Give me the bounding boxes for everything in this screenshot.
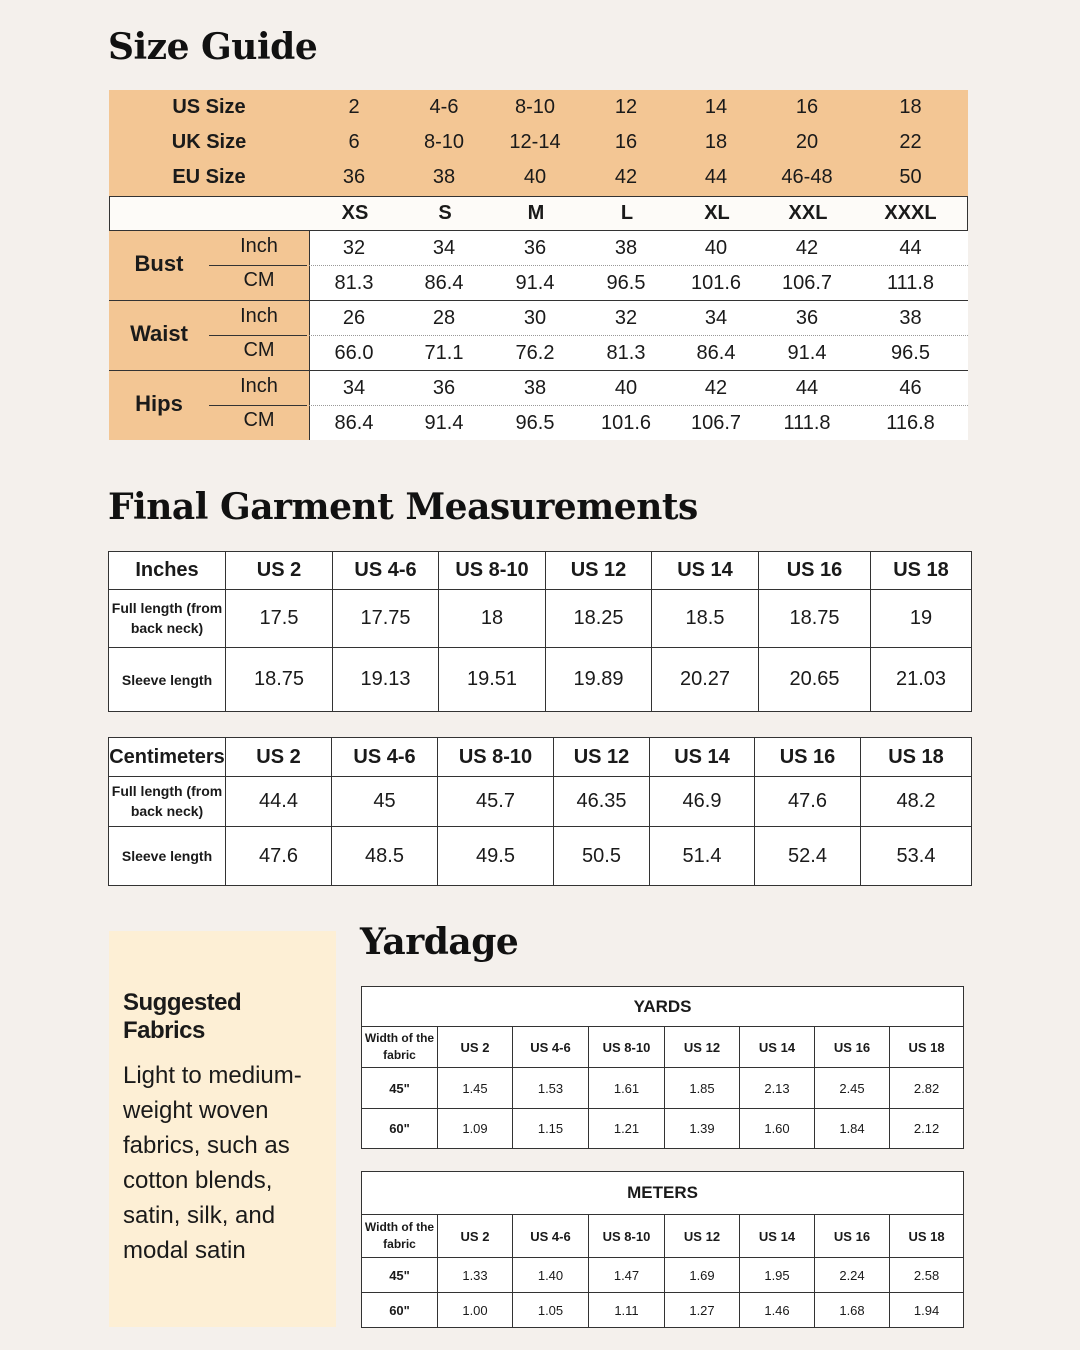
value-cell: 1.69 [665, 1258, 740, 1293]
value-cell: 91.4 [424, 412, 464, 434]
us-size-row [109, 90, 968, 125]
value-cell: 1.84 [815, 1109, 890, 1149]
hips-label: Hips [135, 391, 183, 416]
unit-inch-label: Inch [240, 375, 278, 397]
yardage-title: Yardage [360, 921, 519, 963]
value-cell: 47.6 [226, 827, 332, 886]
value-cell: 19.89 [546, 648, 652, 712]
letter-size-cell: XXL [788, 201, 828, 224]
size-header: US 16 [755, 738, 861, 777]
value-cell: 18 [439, 590, 546, 648]
value-cell: 17.75 [333, 590, 439, 648]
value-cell: 1.00 [438, 1293, 513, 1328]
size-cell: 20 [795, 131, 819, 153]
value-cell: 40 [614, 377, 638, 399]
value-cell: 26 [342, 307, 366, 329]
value-cell: 46.35 [554, 777, 650, 827]
value-cell: 116.8 [886, 412, 935, 434]
letter-size-row [109, 196, 968, 231]
size-cell: 8-10 [423, 131, 465, 153]
size-header: US 2 [438, 1027, 513, 1068]
value-cell: 1.09 [438, 1109, 513, 1149]
suggested-fabrics-panel [109, 931, 336, 1327]
value-cell: 101.6 [600, 412, 652, 434]
size-header: US 12 [665, 1215, 740, 1258]
size-cell: 12-14 [509, 131, 561, 153]
size-cell: 44 [704, 166, 728, 188]
size-cell: 18 [899, 96, 922, 118]
row-label: 45" [362, 1068, 438, 1109]
size-header: US 4-6 [513, 1027, 589, 1068]
value-cell: 45 [332, 777, 438, 827]
size-header: US 16 [815, 1215, 890, 1258]
unit-inch-label: Inch [240, 305, 278, 327]
size-header: US 4-6 [332, 738, 438, 777]
value-cell: 36 [432, 377, 456, 399]
value-cell: 1.40 [513, 1258, 589, 1293]
unit-cm-label: CM [243, 339, 275, 361]
value-cell: 28 [432, 307, 456, 329]
value-cell: 106.7 [781, 272, 833, 294]
row-label: US Size [172, 96, 246, 118]
value-cell: 2.13 [740, 1068, 815, 1109]
size-header: US 2 [226, 552, 333, 590]
value-cell: 30 [523, 307, 547, 329]
size-cell: 4-6 [429, 96, 459, 118]
value-cell: 71.1 [424, 342, 464, 364]
value-cell: 1.68 [815, 1293, 890, 1328]
value-cell: 18.25 [546, 590, 652, 648]
eu-size-row [109, 160, 968, 195]
value-cell: 38 [523, 377, 547, 399]
letter-size-cell: M [527, 201, 545, 224]
size-guide-table [109, 90, 968, 440]
value-cell: 19.13 [333, 648, 439, 712]
waist-cm-row [109, 336, 968, 371]
measurement-block-hips [109, 371, 968, 440]
size-header: US 14 [740, 1215, 815, 1258]
value-cell: 86.4 [424, 272, 464, 294]
size-header: US 8-10 [589, 1027, 665, 1068]
row-label: EU Size [172, 166, 246, 188]
garment-inches-table [108, 551, 972, 712]
unit-inch-label: Inch [240, 235, 278, 257]
value-cell: 44 [795, 377, 819, 399]
value-cell: 91.4 [515, 272, 555, 294]
letter-size-cell: XXXL [884, 201, 937, 224]
size-cell: 42 [614, 166, 638, 188]
size-conversion-header [109, 90, 968, 196]
size-header: US 18 [861, 738, 972, 777]
value-cell: 19.51 [439, 648, 546, 712]
value-cell: 2.24 [815, 1258, 890, 1293]
value-cell: 38 [614, 237, 638, 259]
value-cell: 18.75 [226, 648, 333, 712]
value-cell: 66.0 [334, 342, 374, 364]
suggested-fabrics-body: Light to medium-weight woven fabrics, such as cotton blends, satin, silk, and modal satin [123, 1062, 302, 1264]
value-cell: 48.5 [332, 827, 438, 886]
size-cell: 50 [899, 166, 922, 188]
hips-inch-row [109, 371, 968, 406]
value-cell: 46.9 [650, 777, 755, 827]
value-cell: 46 [899, 377, 922, 399]
measurement-block-bust [109, 231, 968, 301]
value-cell: 20.27 [652, 648, 759, 712]
hips-cm-row [109, 406, 968, 441]
value-cell: 91.4 [787, 342, 827, 364]
unit-header: Centimeters [109, 738, 226, 777]
unit-cm-label: CM [243, 269, 275, 291]
suggested-fabrics-title: Suggested Fabrics [123, 989, 242, 1044]
value-cell: 47.6 [755, 777, 861, 827]
size-cell: 16 [795, 96, 819, 118]
row-label: Full length (from back neck) [109, 777, 226, 827]
unit-header: METERS [362, 1172, 964, 1215]
value-cell: 42 [795, 237, 819, 259]
value-cell: 101.6 [690, 272, 742, 294]
unit-header: Inches [109, 552, 226, 590]
row-label: 60" [362, 1293, 438, 1328]
value-cell: 1.05 [513, 1293, 589, 1328]
row-label: Full length (from back neck) [109, 590, 226, 648]
value-cell: 32 [342, 237, 366, 259]
value-cell: 1.15 [513, 1109, 589, 1149]
size-header: US 16 [759, 552, 871, 590]
value-cell: 1.95 [740, 1258, 815, 1293]
value-cell: 2.82 [890, 1068, 964, 1109]
waist-label: Waist [130, 321, 188, 346]
size-header: US 2 [438, 1215, 513, 1258]
size-cell: 22 [899, 131, 922, 153]
value-cell: 53.4 [861, 827, 972, 886]
size-cell: 40 [523, 166, 547, 188]
value-cell: 21.03 [871, 648, 972, 712]
size-cell: 6 [348, 131, 360, 153]
value-cell: 1.60 [740, 1109, 815, 1149]
unit-cm-label: CM [243, 409, 275, 431]
value-cell: 1.61 [589, 1068, 665, 1109]
letter-size-cell: L [620, 201, 634, 224]
value-cell: 42 [704, 377, 728, 399]
row-label: UK Size [171, 131, 247, 153]
size-cell: 36 [342, 166, 366, 188]
value-cell: 1.94 [890, 1293, 964, 1328]
letter-size-cell: XS [341, 201, 369, 224]
size-cell: 14 [704, 96, 728, 118]
value-cell: 2.45 [815, 1068, 890, 1109]
size-header: US 12 [665, 1027, 740, 1068]
size-header: US 14 [652, 552, 759, 590]
value-cell: 44.4 [226, 777, 332, 827]
size-cell: 38 [432, 166, 456, 188]
size-header: US 8-10 [438, 738, 554, 777]
value-cell: 1.21 [589, 1109, 665, 1149]
value-cell: 18.75 [759, 590, 871, 648]
value-cell: 36 [795, 307, 819, 329]
size-cell: 12 [614, 96, 638, 118]
measurement-block-waist [109, 301, 968, 371]
width-label: Width of the fabric [362, 1215, 438, 1258]
value-cell: 96.5 [606, 272, 646, 294]
value-cell: 17.5 [226, 590, 333, 648]
value-cell: 76.2 [515, 342, 555, 364]
garment-centimeters-table [108, 737, 972, 886]
value-cell: 45.7 [438, 777, 554, 827]
value-cell: 40 [704, 237, 728, 259]
value-cell: 111.8 [783, 412, 831, 434]
size-header: US 18 [890, 1215, 964, 1258]
size-cell: 18 [704, 131, 728, 153]
width-label: Width of the fabric [362, 1027, 438, 1068]
value-cell: 32 [614, 307, 638, 329]
value-cell: 50.5 [554, 827, 650, 886]
value-cell: 81.3 [334, 272, 374, 294]
value-cell: 34 [432, 237, 456, 259]
uk-size-row [109, 125, 968, 160]
letter-size-cell: XL [704, 201, 730, 224]
size-header: US 14 [650, 738, 755, 777]
value-cell: 81.3 [606, 342, 646, 364]
row-label: Sleeve length [109, 827, 226, 886]
size-guide-title: Size Guide [108, 26, 318, 68]
value-cell: 18.5 [652, 590, 759, 648]
value-cell: 44 [899, 237, 922, 259]
value-cell: 96.5 [891, 342, 930, 364]
value-cell: 1.85 [665, 1068, 740, 1109]
value-cell: 86.4 [334, 412, 374, 434]
value-cell: 36 [523, 237, 547, 259]
letter-size-cell: S [438, 201, 452, 224]
bust-label: Bust [134, 251, 184, 276]
size-cell: 8-10 [514, 96, 556, 118]
value-cell: 20.65 [759, 648, 871, 712]
waist-inch-row [109, 301, 968, 336]
size-header: US 18 [871, 552, 972, 590]
value-cell: 2.12 [890, 1109, 964, 1149]
value-cell: 1.46 [740, 1293, 815, 1328]
value-cell: 34 [342, 377, 366, 399]
value-cell: 49.5 [438, 827, 554, 886]
size-cell: 2 [348, 96, 360, 118]
size-header: US 12 [554, 738, 650, 777]
row-label: 45" [362, 1258, 438, 1293]
value-cell: 48.2 [861, 777, 972, 827]
value-cell: 1.11 [589, 1293, 665, 1328]
bust-cm-row [109, 266, 968, 301]
yardage-meters-table [361, 1171, 964, 1328]
unit-header: YARDS [362, 987, 964, 1027]
value-cell: 52.4 [755, 827, 861, 886]
value-cell: 38 [899, 307, 922, 329]
yardage-yards-table [361, 986, 964, 1149]
bust-inch-row [109, 231, 968, 266]
size-header: US 12 [546, 552, 652, 590]
value-cell: 34 [704, 307, 728, 329]
size-header: US 4-6 [513, 1215, 589, 1258]
size-cell: 46-48 [781, 166, 833, 188]
value-cell: 1.47 [589, 1258, 665, 1293]
row-label: 60" [362, 1109, 438, 1149]
value-cell: 111.8 [886, 272, 935, 294]
size-header: US 14 [740, 1027, 815, 1068]
value-cell: 2.58 [890, 1258, 964, 1293]
size-header: US 4-6 [333, 552, 439, 590]
value-cell: 96.5 [515, 412, 555, 434]
final-garment-title: Final Garment Measurements [108, 486, 698, 528]
size-header: US 8-10 [439, 552, 546, 590]
value-cell: 1.53 [513, 1068, 589, 1109]
value-cell: 19 [871, 590, 972, 648]
size-header: US 18 [890, 1027, 964, 1068]
size-header: US 8-10 [589, 1215, 665, 1258]
value-cell: 51.4 [650, 827, 755, 886]
value-cell: 1.27 [665, 1293, 740, 1328]
value-cell: 1.33 [438, 1258, 513, 1293]
row-label: Sleeve length [109, 648, 226, 712]
value-cell: 86.4 [696, 342, 736, 364]
size-header: US 16 [815, 1027, 890, 1068]
size-header: US 2 [226, 738, 332, 777]
value-cell: 1.45 [438, 1068, 513, 1109]
value-cell: 1.39 [665, 1109, 740, 1149]
value-cell: 106.7 [690, 412, 742, 434]
size-cell: 16 [614, 131, 638, 153]
